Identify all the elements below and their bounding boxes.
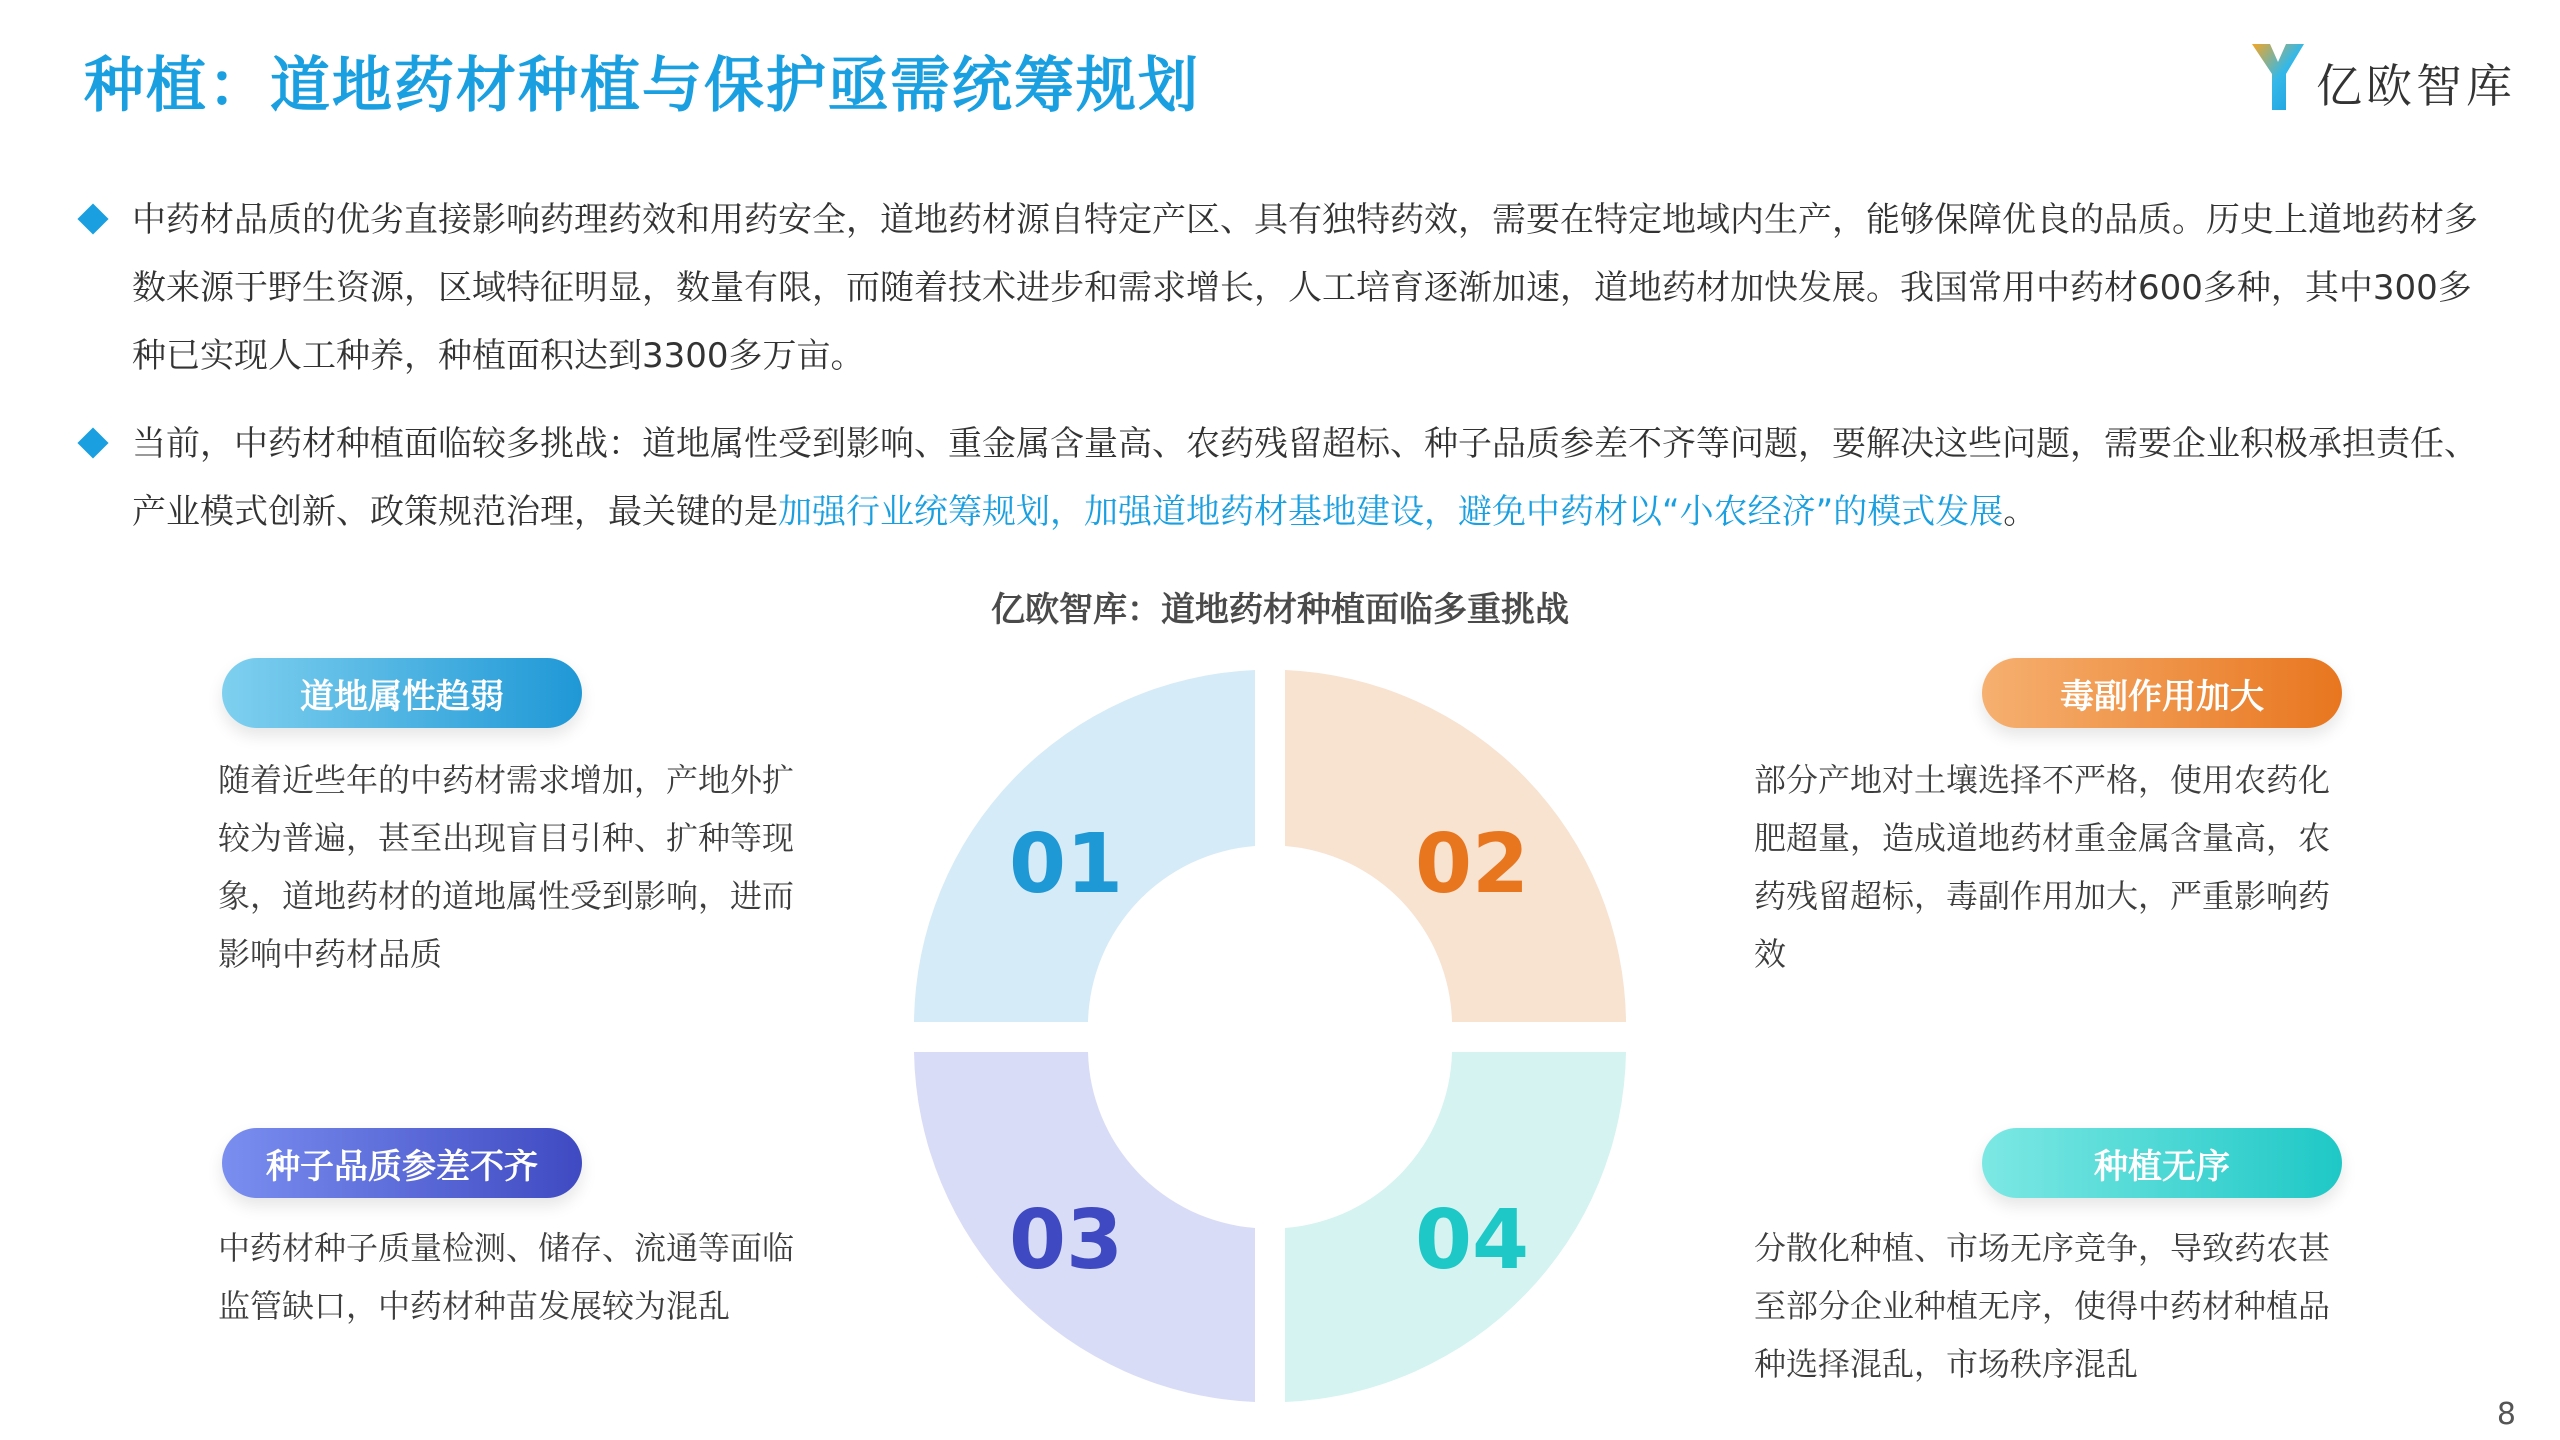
logo-icon	[2250, 40, 2306, 112]
paragraph-2	[132, 410, 2482, 546]
challenge-description-02: 部分产地对土壤选择不严格，使用农药化肥超量，造成道地药材重金属含量高，农药残留超标，毒副作用加大，严重影响药效	[1754, 761, 2331, 973]
segment-number-04: 04	[1414, 1193, 1530, 1288]
challenge-label-02: 毒副作用加大	[1982, 658, 2342, 728]
paragraph-1-text: 中药材品质的优劣直接影响药理药效和用药安全，道地药材源自特定产区、具有独特药效，需要在特定地域内生产，能够保障优良的品质。历史上道地药材多数来源于野生资源，区域特征明显，数量有限，而随着技术进步和需求增长，人工培育逐渐加速，道地药材加快发展。我国常用中药材600多种，其中300多种已实现人工种养，种植面积达到3300多万亩。	[132, 200, 2478, 376]
diamond-bullet-icon	[77, 203, 108, 234]
paragraph-2-end: 。	[2003, 492, 2038, 532]
challenge-label-04: 种植无序	[1982, 1128, 2342, 1198]
challenge-label-03: 种子品质参差不齐	[222, 1128, 582, 1198]
challenge-ring-diagram	[900, 666, 1640, 1406]
challenge-label-01: 道地属性趋弱	[222, 658, 582, 728]
challenge-description-01: 随着近些年的中药材需求增加，产地外扩较为普遍，甚至出现盲目引种、扩种等现象，道地药材的道地属性受到影响，进而影响中药材品质	[218, 761, 795, 973]
segment-number-01: 01	[1008, 817, 1124, 912]
segment-number-03: 03	[1008, 1193, 1124, 1288]
challenge-description-04: 分散化种植、市场无序竞争，导致药农甚至部分企业种植无序，使得中药材种植品种选择混乱，市场秩序混乱	[1754, 1229, 2331, 1383]
diamond-bullet-icon	[77, 427, 108, 458]
challenge-description-03: 中药材种子质量检测、储存、流通等面临监管缺口，中药材种苗发展较为混乱	[218, 1229, 795, 1325]
page-number: 8	[2496, 1397, 2516, 1432]
paragraph-2-highlight: 加强行业统筹规划，加强道地药材基地建设，避免中药材以“小农经济”的模式发展	[778, 492, 2004, 532]
paragraph-2-text: 当前，中药材种植面临较多挑战：道地属性受到影响、重金属含量高、农药残留超标、种子品质参差不齐等问题，要解决这些问题，需要企业积极承担责任、产业模式创新、政策规范治理，最关键的是	[132, 424, 2478, 532]
figure-title: 亿欧智库：道地药材种植面临多重挑战	[991, 590, 1569, 630]
page-title: 种植：道地药材种植与保护亟需统筹规划	[84, 51, 1200, 121]
logo-text: 亿欧智库	[2316, 59, 2516, 113]
logo	[2250, 36, 2530, 116]
paragraph-1	[132, 186, 2482, 390]
segment-number-02: 02	[1414, 817, 1530, 912]
